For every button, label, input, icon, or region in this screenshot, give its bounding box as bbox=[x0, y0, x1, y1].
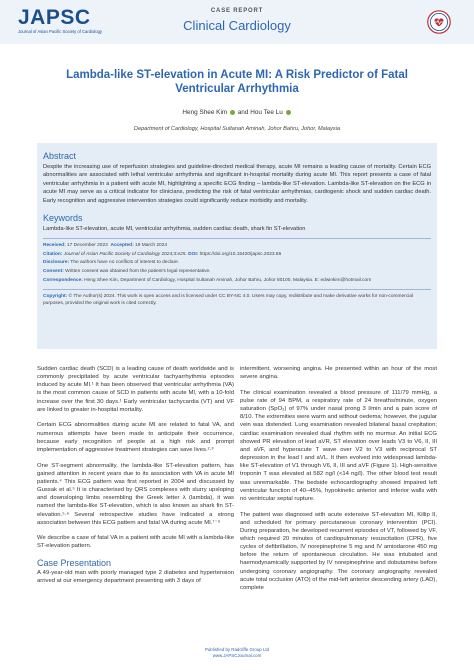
publisher-line: Published by Radcliffe Group Ltd bbox=[204, 647, 270, 652]
body-paragraph: One ST-segment abnormality, the lambda-like ST-elevation pattern, has gained attention in recent years due to its association with VA in acute MI patients.⁴ This ECG pattern was first reported in 2004 and discussed by Gussak et al.⁵ It is characterised by QRS complexes with slurry upsloping and downsloping limbs resembling the Greek letter λ (lambda), it was named the lambda-like ST-elevation, which is also known as shark fin ST-elevation.⁵·⁶ Several retrospective studies have indicated a strong association between this ECG pattern and fatal VA during acute MI.⁷⁻⁹ bbox=[37, 462, 234, 526]
keywords-heading: Keywords bbox=[43, 213, 83, 224]
body-paragraph: The patient was diagnosed with acute extensive ST-elevation MI, Killip II, and scheduled for primary percutaneous coronary intervention (PCI). During preparation, he developed recurrent episodes of VT, followed by VF, which required 20 minutes of cardiopulmonary resuscitation (CPR), five cycles of defibrillation, IV norepinephrine 5 mg and IV amiodarone 450 mg before the return of spontaneous circulation. He was intubated and haemodynamically supported by IV norepinephrine and dobutamine before undergoing coronary angiography. The coronary angiography revealed acute total occlusion (ATO) of the mid-left anterior descending artery (LAD), complete bbox=[240, 511, 437, 591]
disclosure-text: The authors have no conflicts of interest to declare. bbox=[70, 260, 180, 266]
correspondence-line bbox=[43, 277, 431, 286]
accepted-date: 19 March 2024 bbox=[135, 243, 168, 249]
disclosure-label: Disclosure: bbox=[43, 260, 70, 266]
citation-line bbox=[43, 251, 431, 260]
society-seal-icon bbox=[427, 10, 451, 34]
article-metadata bbox=[43, 238, 431, 286]
citation-label: Citation: bbox=[43, 251, 63, 257]
author-name: Heng Shee Kim bbox=[182, 109, 228, 116]
body-paragraph: We describe a case of fatal VA in a patient with acute MI with a lambda-like ST-elevation pattern. bbox=[37, 535, 234, 550]
body-paragraph: The clinical examination revealed a blood pressure of 111/79 mmHg, a pulse rate of 94 BPM, a respiratory rate of 24 breaths/minute, oxygen saturation (SpO₂) of 97% under nasal prong 3 l/min and a pain score of 8/10. The extremities were warm and without oedema; however, the jugular vein was distended. Lung examination revealed bilateral basal crepitation; cardiac examination revealed dual rhythm with no murmur. An initial ECG showed PR elevation of lead aVR, ST elevation over leads V3 to V6, II, III and aVF, and hyperacute T wave over V2 to V3 with reciprocal ST depression in the lead I and aVL. It then evolved into widespread lambda-like ST-elevation of V1 through V6, II, III and aVF (Figure 1). High-sensitive troponin T was elevated at 582 ng/l (<14 ng/l). The other blood test result was unremarkable. The bedside echocardiography showed impaired left ventricular function of 40–45%, hypokinetic anterior and inferior walls with no ventricular septal rupture. bbox=[240, 389, 437, 502]
dates-line bbox=[43, 242, 431, 251]
correspondence-label: Correspondence: bbox=[43, 277, 83, 283]
body-paragraph: A 49-year-old man with poorly managed type 2 diabetes and hypertension arrived at our emergency department presenting with 3 days of bbox=[37, 570, 234, 585]
page-footer bbox=[0, 647, 474, 659]
abstract-heading: Abstract bbox=[43, 151, 77, 161]
journal-logo-subtitle: Journal of Asian Pacific Society of Cardiology bbox=[18, 29, 103, 34]
consent-label: Consent: bbox=[43, 269, 64, 275]
keywords-text: Lambda-like ST-elevation, acute MI, ventricular arrhythmia, sudden cardiac death, shark fin ST-elevation bbox=[43, 226, 306, 233]
disclosure-line bbox=[43, 259, 431, 268]
body-column-right bbox=[240, 365, 437, 600]
author-line bbox=[0, 109, 474, 116]
journal-website-link[interactable]: www.JAPSCJournal.com bbox=[212, 653, 262, 658]
copyright-notice bbox=[43, 289, 431, 308]
doi-link[interactable]: https://doi.org/10.15420/japsc.2023.66 bbox=[199, 251, 282, 257]
citation-text: Journal of Asian Pacific Society of Cardiology 2024;3:e25. bbox=[63, 251, 187, 257]
consent-line bbox=[43, 268, 431, 277]
copyright-label: Copyright: bbox=[43, 293, 68, 299]
author-joiner: and bbox=[237, 109, 249, 116]
orcid-icon[interactable] bbox=[230, 110, 235, 115]
accepted-label: Accepted: bbox=[110, 243, 134, 249]
body-column-left bbox=[37, 365, 234, 593]
author-name: Hou Tee Lu bbox=[250, 109, 283, 116]
article-type-label: CASE REPORT bbox=[210, 8, 264, 14]
body-paragraph: Sudden cardiac death (SCD) is a leading cause of death worldwide and is commonly precipitated by acute ventricular tachyarrhythmia episodes induced by acute MI.¹ It has been observed that ventricular arrhythmia (VA) is the most common cause of SCD in patients with acute MI, with a 10-fold increase over the first 30 days.¹ Early ventricular tachycardia (VT) and VF are linked to greater in-hospital mortality. bbox=[37, 366, 234, 413]
received-label: Received: bbox=[43, 243, 66, 249]
copyright-text: © The Author(s) 2024. This work is open access and is licensed under CC BY-NC 4.0. Users may copy, redistribute and make derivative works for non-commercial purposes, provided the original work is cited correctly. bbox=[43, 293, 413, 306]
correspondence-text: Heng Shee Kim, Department of Cardiology, Hospital Sultanah Aminah, Johor Bahru, Johor 80100, Malaysia. E: edwinkim@hotmail.com bbox=[84, 277, 372, 283]
section-title: Clinical Cardiology bbox=[183, 18, 291, 33]
received-date: 17 December 2023 bbox=[67, 243, 108, 249]
orcid-icon[interactable] bbox=[286, 110, 291, 115]
doi-label: DOI: bbox=[188, 251, 199, 257]
consent-text: Written consent was obtained from the patient's legal representative. bbox=[65, 269, 211, 275]
abstract-box bbox=[37, 143, 437, 349]
journal-header bbox=[0, 0, 474, 44]
author-affiliation: Department of Cardiology, Hospital Sultanah Aminah, Johor Bahru, Johor, Malaysia bbox=[133, 126, 341, 132]
abstract-text: Despite the increasing use of reperfusion strategies and guideline-directed medical therapy, acute MI remains a leading cause of mortality. Certain ECG abnormalities are associated with lethal ventricular arrhythmia and significant in-hospital mortality during acute MI. This report presents a case of fatal ventricular arrhythmia in a patient with acute MI, highlighting a specific ECG finding – lambda-like ST-elevation. Lambda-like ST-elevation on the ECG in acute MI may serve as a critical indicator for clinicians, predicting the risk of fatal ventricular arrhythmias, cardiogenic shock and sudden cardiac death. Early recognition and aggressive intervention strategies could significantly reduce morbidity and mortality. bbox=[43, 164, 431, 204]
journal-logo: JAPSC bbox=[18, 6, 91, 29]
body-paragraph: Certain ECG abnormalities during acute MI are related to fatal VA, and numerous attempts have been made to anticipate their occurrence, because early recognition of people at a high risk and prompt implementation of aggressive treatment strategies can save lives.²·³ bbox=[37, 422, 234, 453]
body-paragraph: intermittent, worsening angina. He presented within an hour of the most severe angina. bbox=[240, 366, 437, 381]
case-presentation-heading: Case Presentation bbox=[37, 558, 112, 569]
article-title: Lambda-like ST-elevation in Acute MI: A Risk Predictor of Fatal Ventricular Arrhythmia bbox=[66, 69, 408, 95]
